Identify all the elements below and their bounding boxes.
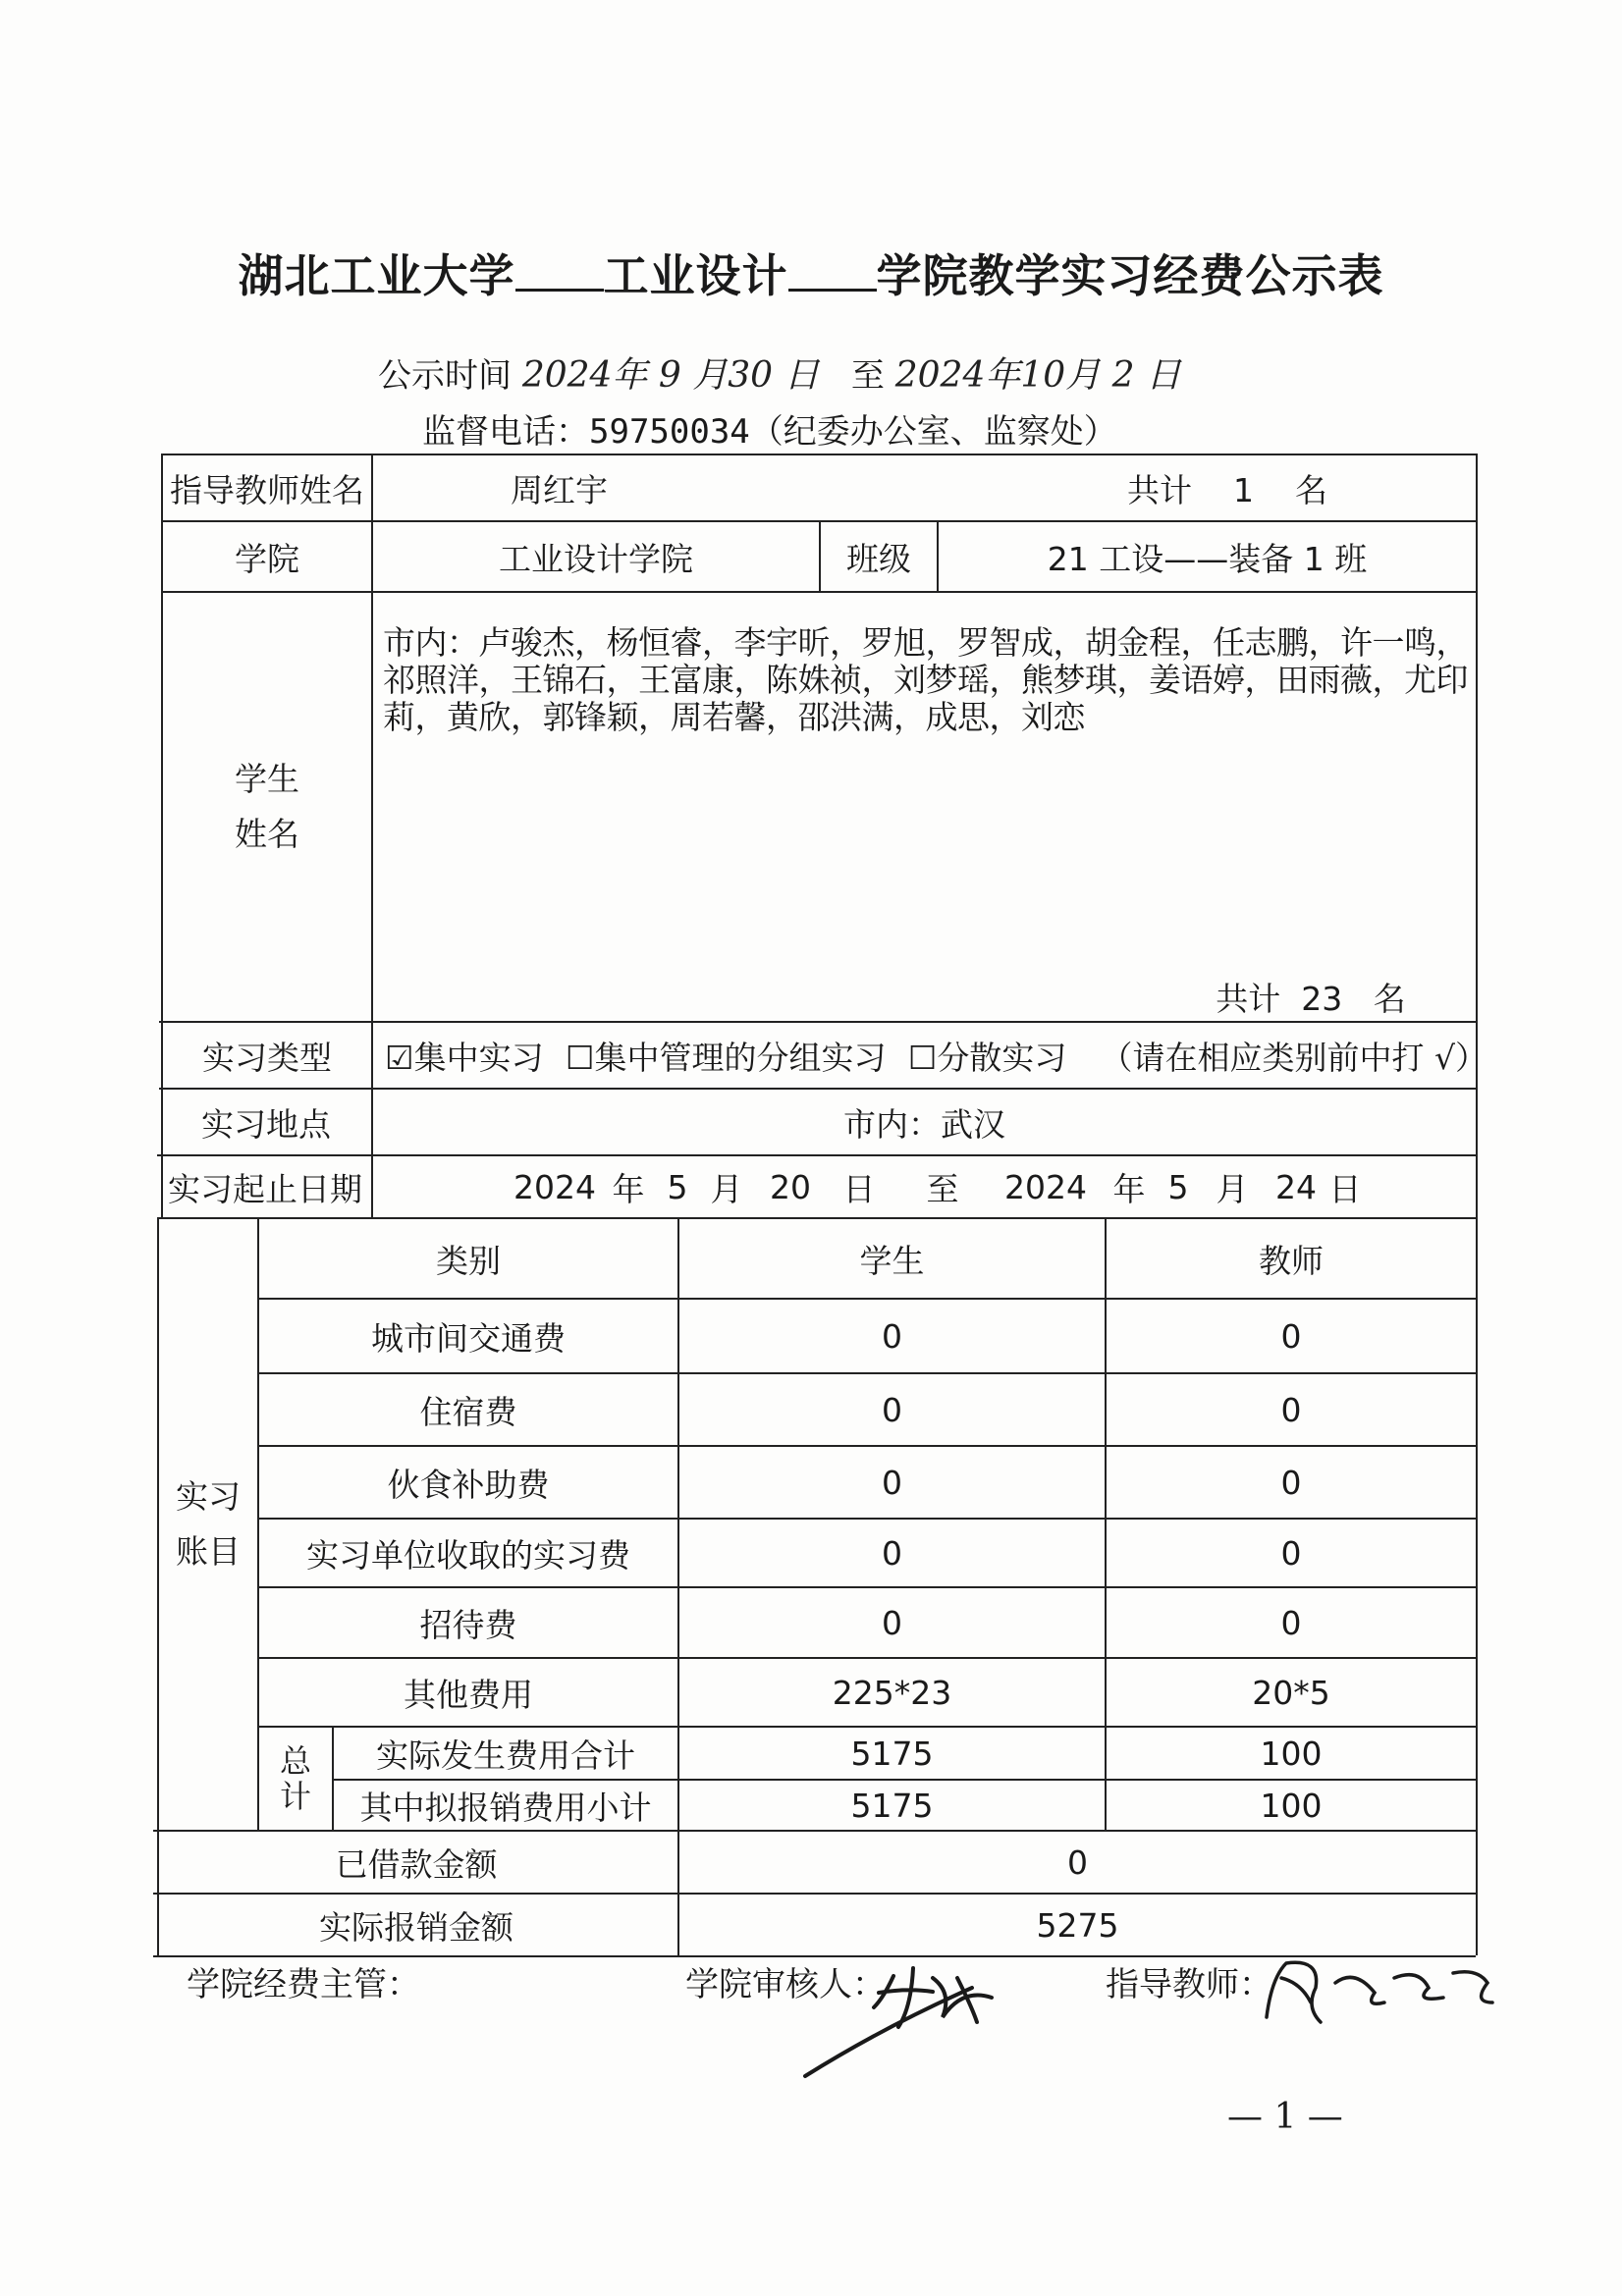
students-total: 共计 23 名 — [1216, 979, 1406, 1018]
row-student-value: 0 — [882, 1603, 902, 1642]
publicity-start-date: 2024年 9 月30 日 — [521, 355, 820, 396]
title-underline-right — [788, 289, 877, 292]
total-claim-label: 其中拟报销费用小计 — [359, 1788, 652, 1827]
row-teacher-value: 0 — [1280, 1463, 1302, 1502]
row-category: 伙食补助费 — [387, 1465, 550, 1504]
reimburse-amount: 5275 — [1036, 1905, 1119, 1945]
total-actual-teacher: 100 — [1260, 1734, 1323, 1773]
option-centralized-checked[interactable]: ☑集中实习 — [385, 1038, 544, 1077]
row-teacher-value: 0 — [1280, 1316, 1302, 1356]
title-underline-left — [515, 289, 604, 292]
row-category: 实习单位收取的实习费 — [306, 1535, 630, 1575]
instructor-signature — [1247, 1949, 1502, 2037]
class-label: 班级 — [846, 539, 911, 578]
dates-label: 实习起止日期 — [168, 1169, 362, 1208]
option-group-managed[interactable]: ☐集中管理的分组实习 — [565, 1038, 887, 1077]
reviewer-signature — [785, 1949, 1041, 2086]
total-actual-student: 5175 — [850, 1734, 934, 1773]
page-number: — 1 — — [1227, 2097, 1343, 2137]
student-names-list: 市内：卢骏杰，杨恒睿，李宇昕，罗旭，罗智成，胡金程，任志鹏，许一鸣，祁照洋，王锦石，王富康，陈姝祯，刘梦瑶，熊梦琪，姜语婷，田雨薇，尤印莉，黄欣，郭锋颖，周若馨，邵洪满，成思，刘恋 — [383, 623, 1468, 736]
borrowed-label: 已借款金额 — [335, 1844, 498, 1884]
reimburse-label: 实际报销金额 — [319, 1907, 514, 1947]
header-category: 类别 — [436, 1241, 501, 1280]
supervision-phone: 监督电话：59750034（纪委办公室、监察处） — [422, 412, 1117, 452]
teacher-label: 指导教师姓名 — [170, 470, 364, 509]
instructor-label: 指导教师： — [1106, 1965, 1272, 2004]
teacher-total: 共计 1 名 — [1127, 470, 1327, 509]
row-teacher-value: 0 — [1280, 1603, 1302, 1642]
accounts-side-label: 实习 账目 — [176, 1477, 241, 1571]
document-title: 湖北工业大学 工业设计 学院教学实习经费公示表 — [238, 249, 1384, 302]
finance-manager-label: 学院经费主管： — [187, 1965, 420, 2004]
row-student-value: 0 — [882, 1463, 902, 1502]
class-name: 21 工设——装备 1 班 — [1047, 539, 1368, 578]
location-value: 市内：武汉 — [843, 1104, 1005, 1144]
total-actual-label: 实际发生费用合计 — [376, 1735, 635, 1775]
header-student: 学生 — [859, 1241, 925, 1280]
publicity-period: 公示时间 2024年 9 月30 日 至 2024年10月 2 日 — [378, 355, 1181, 396]
teacher-name: 周红宇 — [511, 470, 608, 509]
publicity-end-date: 2024年10月 2 日 — [894, 355, 1181, 396]
total-claim-student: 5175 — [850, 1786, 934, 1825]
borrowed-amount: 0 — [1067, 1842, 1088, 1882]
internship-dates: 2024 年 5 月 20 日 至 2024 年 5 月 24 日 — [514, 1167, 1362, 1208]
students-label: 学生 姓名 — [235, 760, 299, 853]
row-teacher-value: 0 — [1280, 1533, 1302, 1573]
grid-line — [1476, 454, 1478, 1955]
title-department: 工业设计 — [603, 249, 788, 302]
college-name: 工业设计学院 — [499, 539, 693, 578]
internship-type-label: 实习类型 — [202, 1038, 332, 1077]
header-teacher: 教师 — [1259, 1241, 1324, 1280]
row-category: 住宿费 — [419, 1392, 517, 1431]
college-label: 学院 — [235, 539, 299, 578]
row-teacher-value: 20*5 — [1252, 1673, 1330, 1712]
row-category: 其他费用 — [404, 1675, 533, 1714]
option-dispersed[interactable]: ☐分散实习 — [907, 1038, 1067, 1077]
row-student-value: 0 — [882, 1533, 902, 1573]
reviewer-label: 学院审核人： — [685, 1965, 886, 2004]
location-label: 实习地点 — [201, 1104, 331, 1144]
row-student-value: 0 — [882, 1390, 902, 1429]
totals-label: 总 计 — [279, 1742, 311, 1815]
row-category: 城市间交通费 — [371, 1318, 566, 1358]
row-category: 招待费 — [419, 1605, 517, 1644]
option-hint: （请在相应类别前中打 √） — [1100, 1038, 1487, 1077]
row-student-value: 0 — [882, 1316, 902, 1356]
row-teacher-value: 0 — [1280, 1390, 1302, 1429]
total-claim-teacher: 100 — [1260, 1786, 1323, 1825]
row-student-value: 225*23 — [832, 1673, 952, 1712]
internship-type-options — [373, 1023, 1487, 1088]
